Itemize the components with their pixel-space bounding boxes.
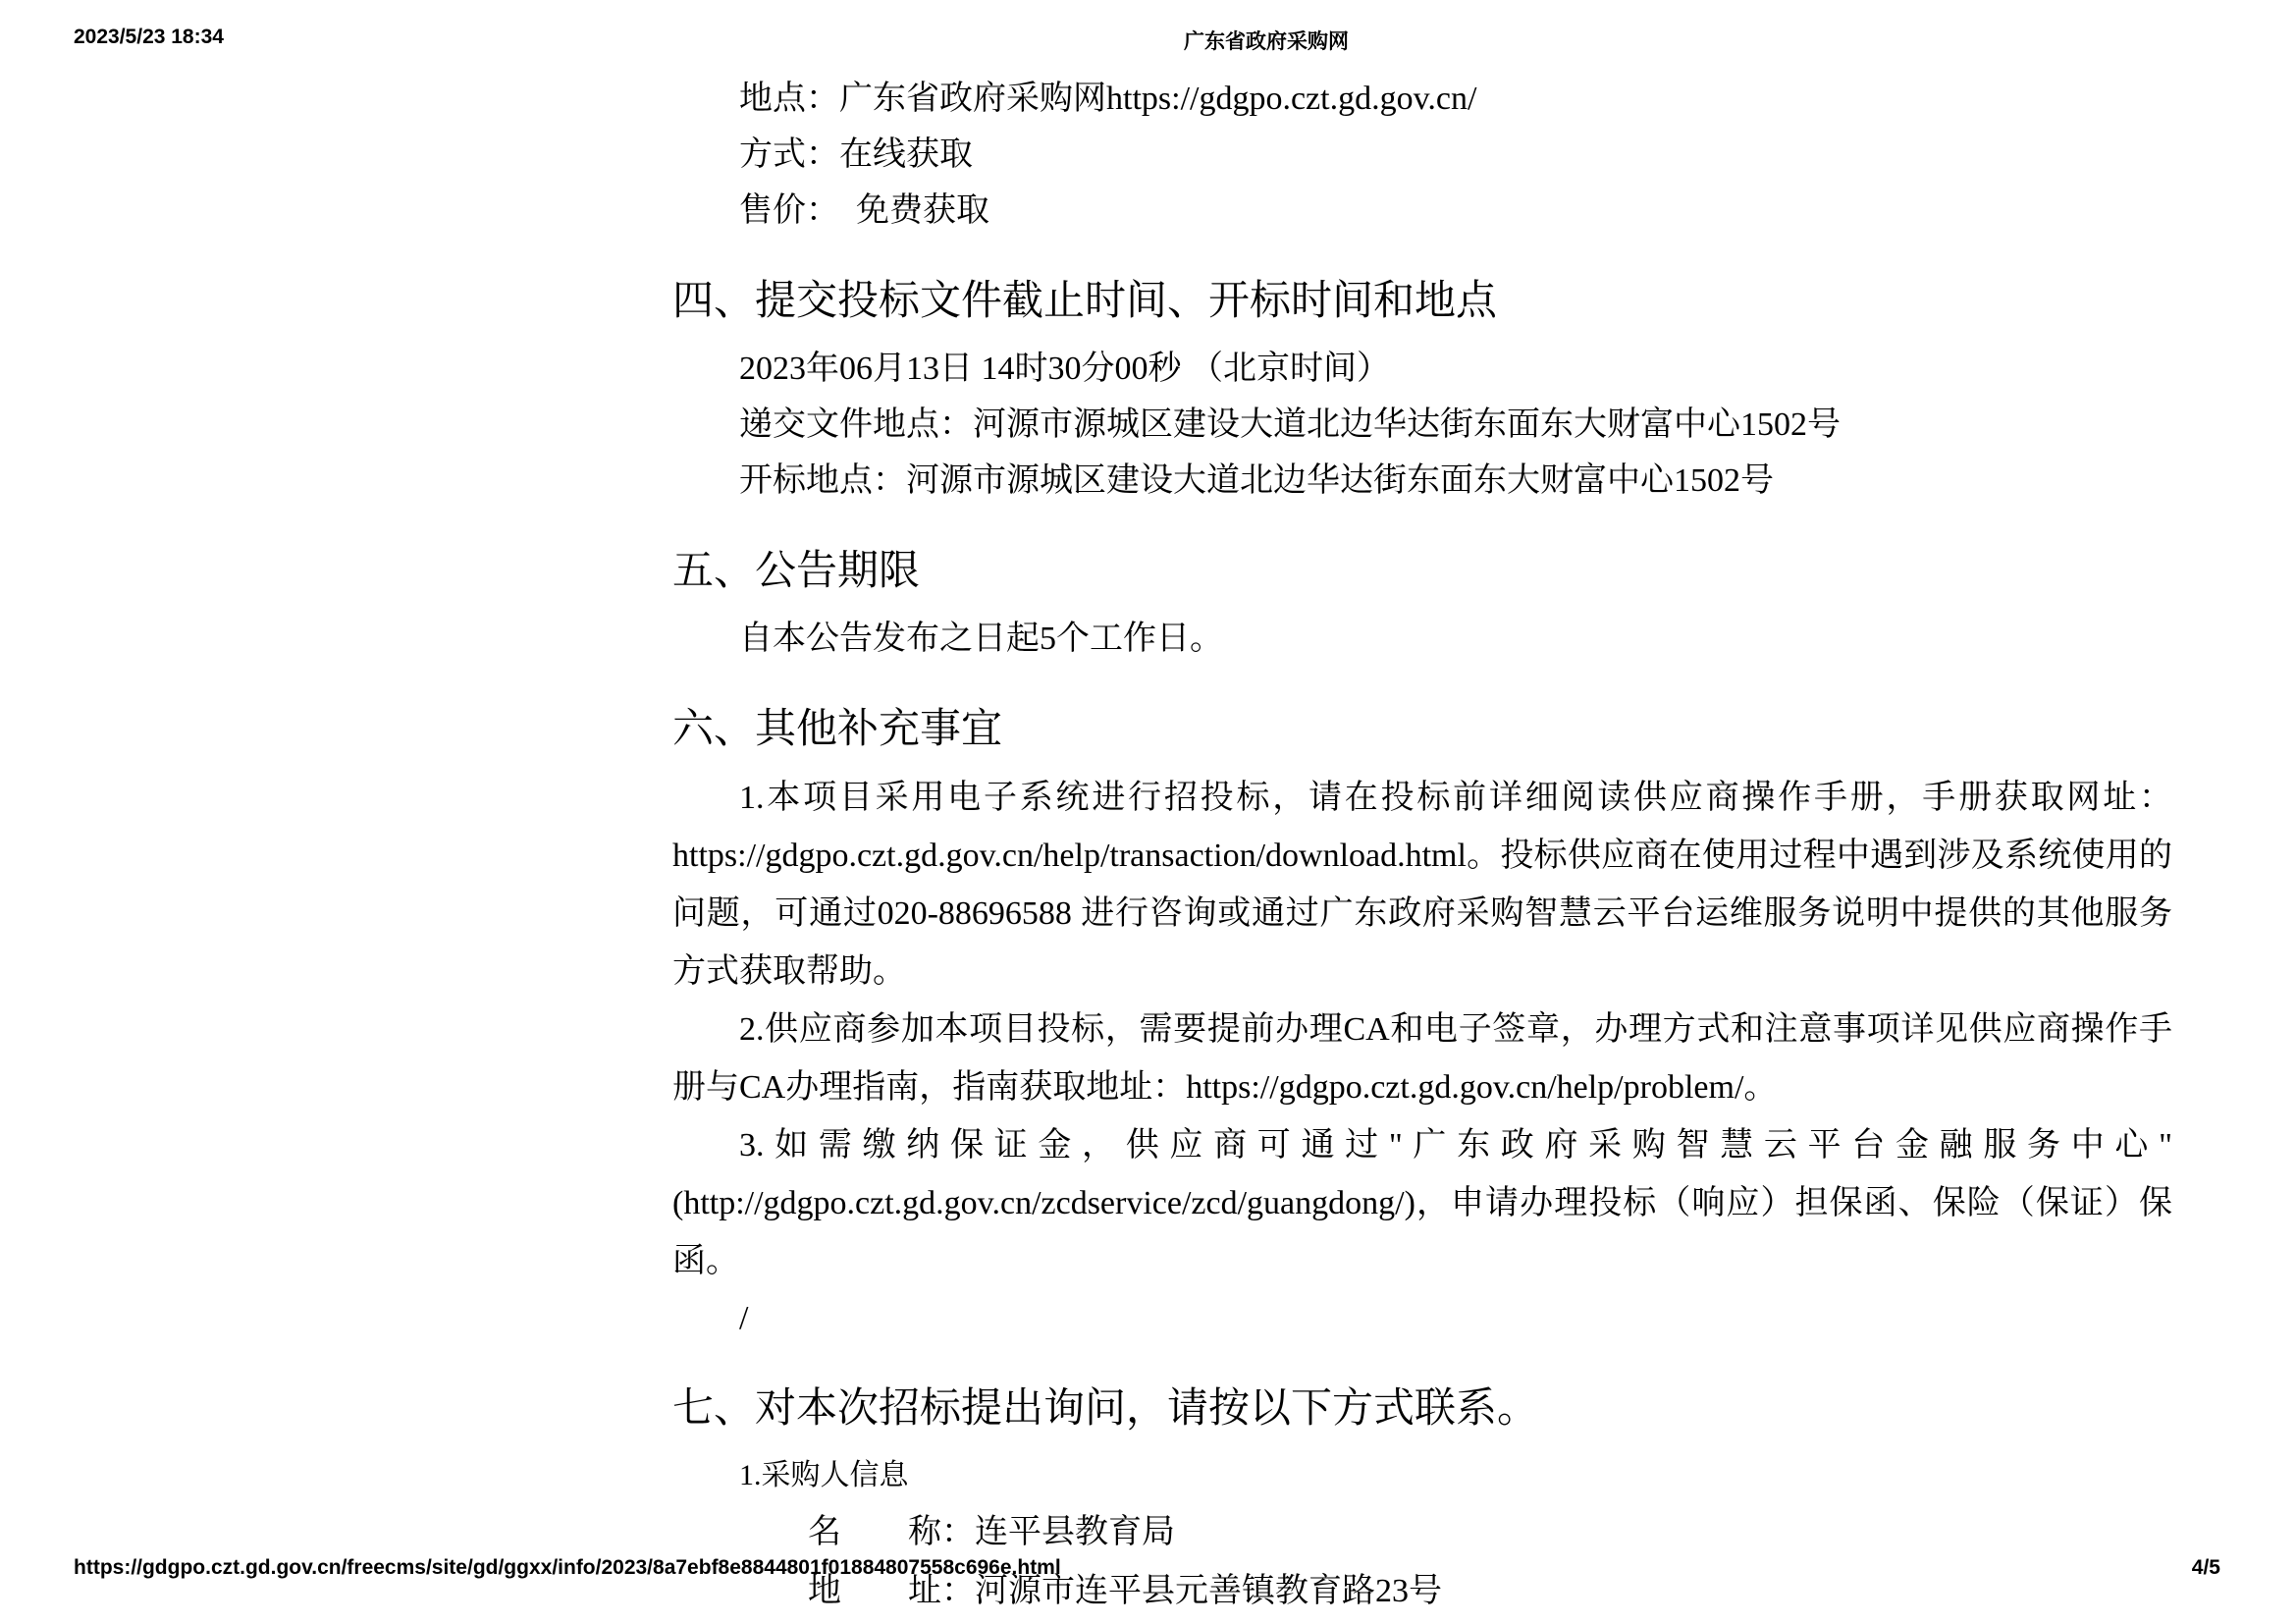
submit-location-line: 递交文件地点：河源市源城区建设大道北边华达街东面东大财富中心1502号 bbox=[739, 406, 1841, 443]
purchaser-name-line: 名 称：连平县教育局 bbox=[808, 1514, 1175, 1550]
section-6-heading: 六、其他补充事宜 bbox=[672, 707, 1003, 752]
site-title: 广东省政府采购网 bbox=[1184, 30, 1349, 53]
section-4-heading: 四、提交投标文件截止时间、开标时间和地点 bbox=[672, 279, 1498, 324]
purchaser-info-label: 1.采购人信息 bbox=[739, 1459, 909, 1491]
bid-deadline-line: 2023年06月13日 14时30分00秒 （北京时间） bbox=[739, 351, 1390, 387]
supplement-paragraph-3: 3.如需缴纳保证金，供应商可通过"广东政府采购智慧云平台金融服务中心"(http://gdgpo.czt.gd.gov.cn/zcdservice/zcd/guangdong/)，申请办理投标（响应）担保函、保险（保证）保函。 bbox=[672, 1127, 2172, 1279]
section-5-heading: 五、公告期限 bbox=[672, 549, 921, 594]
tender-docs-price-line: 售价： 免费获取 bbox=[739, 192, 989, 229]
announcement-period-line: 自本公告发布之日起5个工作日。 bbox=[739, 621, 1223, 657]
supplement-paragraph-1: 1.本项目采用电子系统进行招投标，请在投标前详细阅读供应商操作手册，手册获取网址：https://gdgpo.czt.gd.gov.cn/help/transaction/download.html。投标供应商在使用过程中遇到涉及系统使用的问题，可通过020-88696588 进行咨询或通过广东政府采购智慧云平台运维服务说明中提供的其他服务方式获取帮助。 bbox=[672, 780, 2172, 990]
tender-docs-location-line: 地点：广东省政府采购网https://gdgpo.czt.gd.gov.cn/ bbox=[739, 81, 1477, 117]
section-7-heading: 七、对本次招标提出询问，请按以下方式联系。 bbox=[672, 1386, 1539, 1432]
opening-location-line: 开标地点：河源市源城区建设大道北边华达街东面东大财富中心1502号 bbox=[739, 462, 1774, 499]
purchaser-address-line: 地 址：河源市连平县元善镇教育路23号 bbox=[808, 1573, 1442, 1609]
page-number: 4/5 bbox=[2191, 1556, 2220, 1579]
footer-source-url: https://gdgpo.czt.gd.gov.cn/freecms/site/gd/ggxx/info/2023/8a7ebf8e8844801f01884807558c696e.html bbox=[74, 1556, 1061, 1579]
slash-placeholder-line: / bbox=[739, 1300, 749, 1336]
print-timestamp: 2023/5/23 18:34 bbox=[74, 26, 224, 48]
document-body bbox=[672, 71, 2172, 1621]
tender-docs-method-line: 方式：在线获取 bbox=[739, 136, 973, 173]
supplement-paragraph-2: 2.供应商参加本项目投标，需要提前办理CA和电子签章，办理方式和注意事项详见供应商操作手册与CA办理指南，指南获取地址：https://gdgpo.czt.gd.gov.cn/help/problem/。 bbox=[672, 1011, 2172, 1106]
